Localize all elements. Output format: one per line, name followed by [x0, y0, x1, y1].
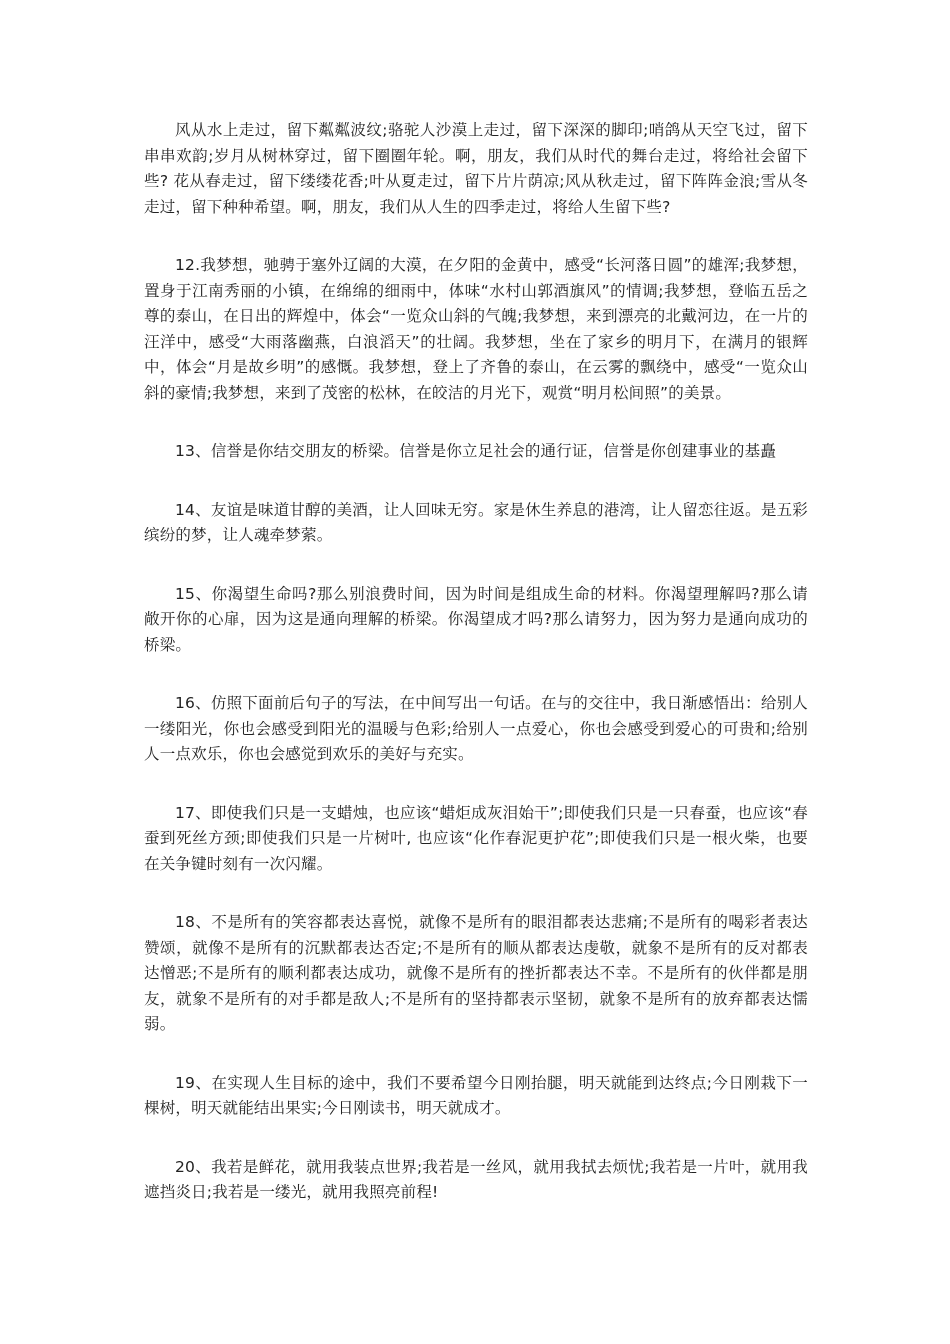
paragraph-13: 13、信誉是你结交朋友的桥梁。信誉是你立足社会的通行证，信誉是你创建事业的基矗 [175, 442, 777, 460]
paragraph-14: 14、友谊是味道甘醇的美酒，让人回味无穷。家是休生养息的港湾，让人留恋往返。是五彩缤纷的梦，让人魂牵梦萦。 [144, 500, 808, 544]
paragraph-19: 19、在实现人生目标的途中，我们不要希望今日刚抬腿，明天就能到达终点;今日刚栽下一棵树，明天就能结出果实;今日刚读书，明天就成才。 [144, 1073, 808, 1117]
paragraph-intro: 风从水上走过，留下粼粼波纹;骆驼人沙漠上走过，留下深深的脚印;哨鸽从天空飞过，留下串串欢韵;岁月从树林穿过，留下圈圈年轮。啊，朋友，我们从时代的舞台走过，将给社会留下些? 花从春走过，留下缕缕花香;叶从夏走过，留下片片荫凉;风从秋走过，留下阵阵金浪;雪从冬走过，留下种种希望。啊，朋友，我们从人生的四季走过，将给人生留下些? [144, 121, 808, 216]
document-body [144, 118, 808, 1239]
paragraph-15: 15、你渴望生命吗?那么别浪费时间，因为时间是组成生命的材料。你渴望理解吗?那么请敞开你的心扉，因为这是通向理解的桥梁。你渴望成才吗?那么请努力，因为努力是通向成功的桥梁。 [144, 584, 808, 654]
paragraph-20: 20、我若是鲜花，就用我装点世界;我若是一丝风，就用我拭去烦忧;我若是一片叶，就用我遮挡炎日;我若是一缕光，就用我照亮前程! [144, 1157, 808, 1201]
paragraph-12: 12.我梦想，驰骋于塞外辽阔的大漠，在夕阳的金黄中，感受“长河落日圆”的雄浑;我梦想，置身于江南秀丽的小镇，在绵绵的细雨中，体味“水村山郭酒旗风”的情调;我梦想，登临五岳之尊的泰山，在日出的辉煌中，体会“一览众山斜的气魄;我梦想，来到漂亮的北戴河边，在一片的汪洋中，感受“大雨落幽燕，白浪滔天”的壮阔。我梦想，坐在了家乡的明月下，在满月的银辉中，体会“月是故乡明”的感慨。我梦想，登上了齐鲁的泰山，在云雾的飘绕中，感受“一览众山斜的豪情;我梦想，来到了茂密的松林，在皎洁的月光下，观赏“明月松间照”的美景。 [144, 256, 808, 402]
paragraph-16: 16、仿照下面前后句子的写法，在中间写出一句话。在与的交往中，我日渐感悟出：给别人一缕阳光，你也会感受到阳光的温暖与色彩;给别人一点爱心，你也会感受到爱心的可贵和;给别人一点欢乐，你也会感觉到欢乐的美好与充实。 [144, 694, 808, 763]
paragraph-17: 17、即使我们只是一支蜡烛，也应该“蜡炬成灰泪始干”;即使我们只是一只春蚕，也应该“春蚕到死丝方颈;即使我们只是一片树叶, 也应该“化作春泥更护花”;即使我们只是一根火柴，也要在关争键时刻有一次闪耀。 [144, 803, 808, 873]
paragraph-18: 18、不是所有的笑容都表达喜悦，就像不是所有的眼泪都表达悲痛;不是所有的喝彩者表达赞颂，就像不是所有的沉默都表达否定;不是所有的顺从都表达虔敬，就象不是所有的反对都表达憎恶;不是所有的顺利都表达成功，就像不是所有的挫折都表达不幸。不是所有的伙伴都是朋友，就象不是所有的对手都是敌人;不是所有的坚持都表示坚韧，就象不是所有的放弃都表达懦弱。 [144, 913, 808, 1033]
